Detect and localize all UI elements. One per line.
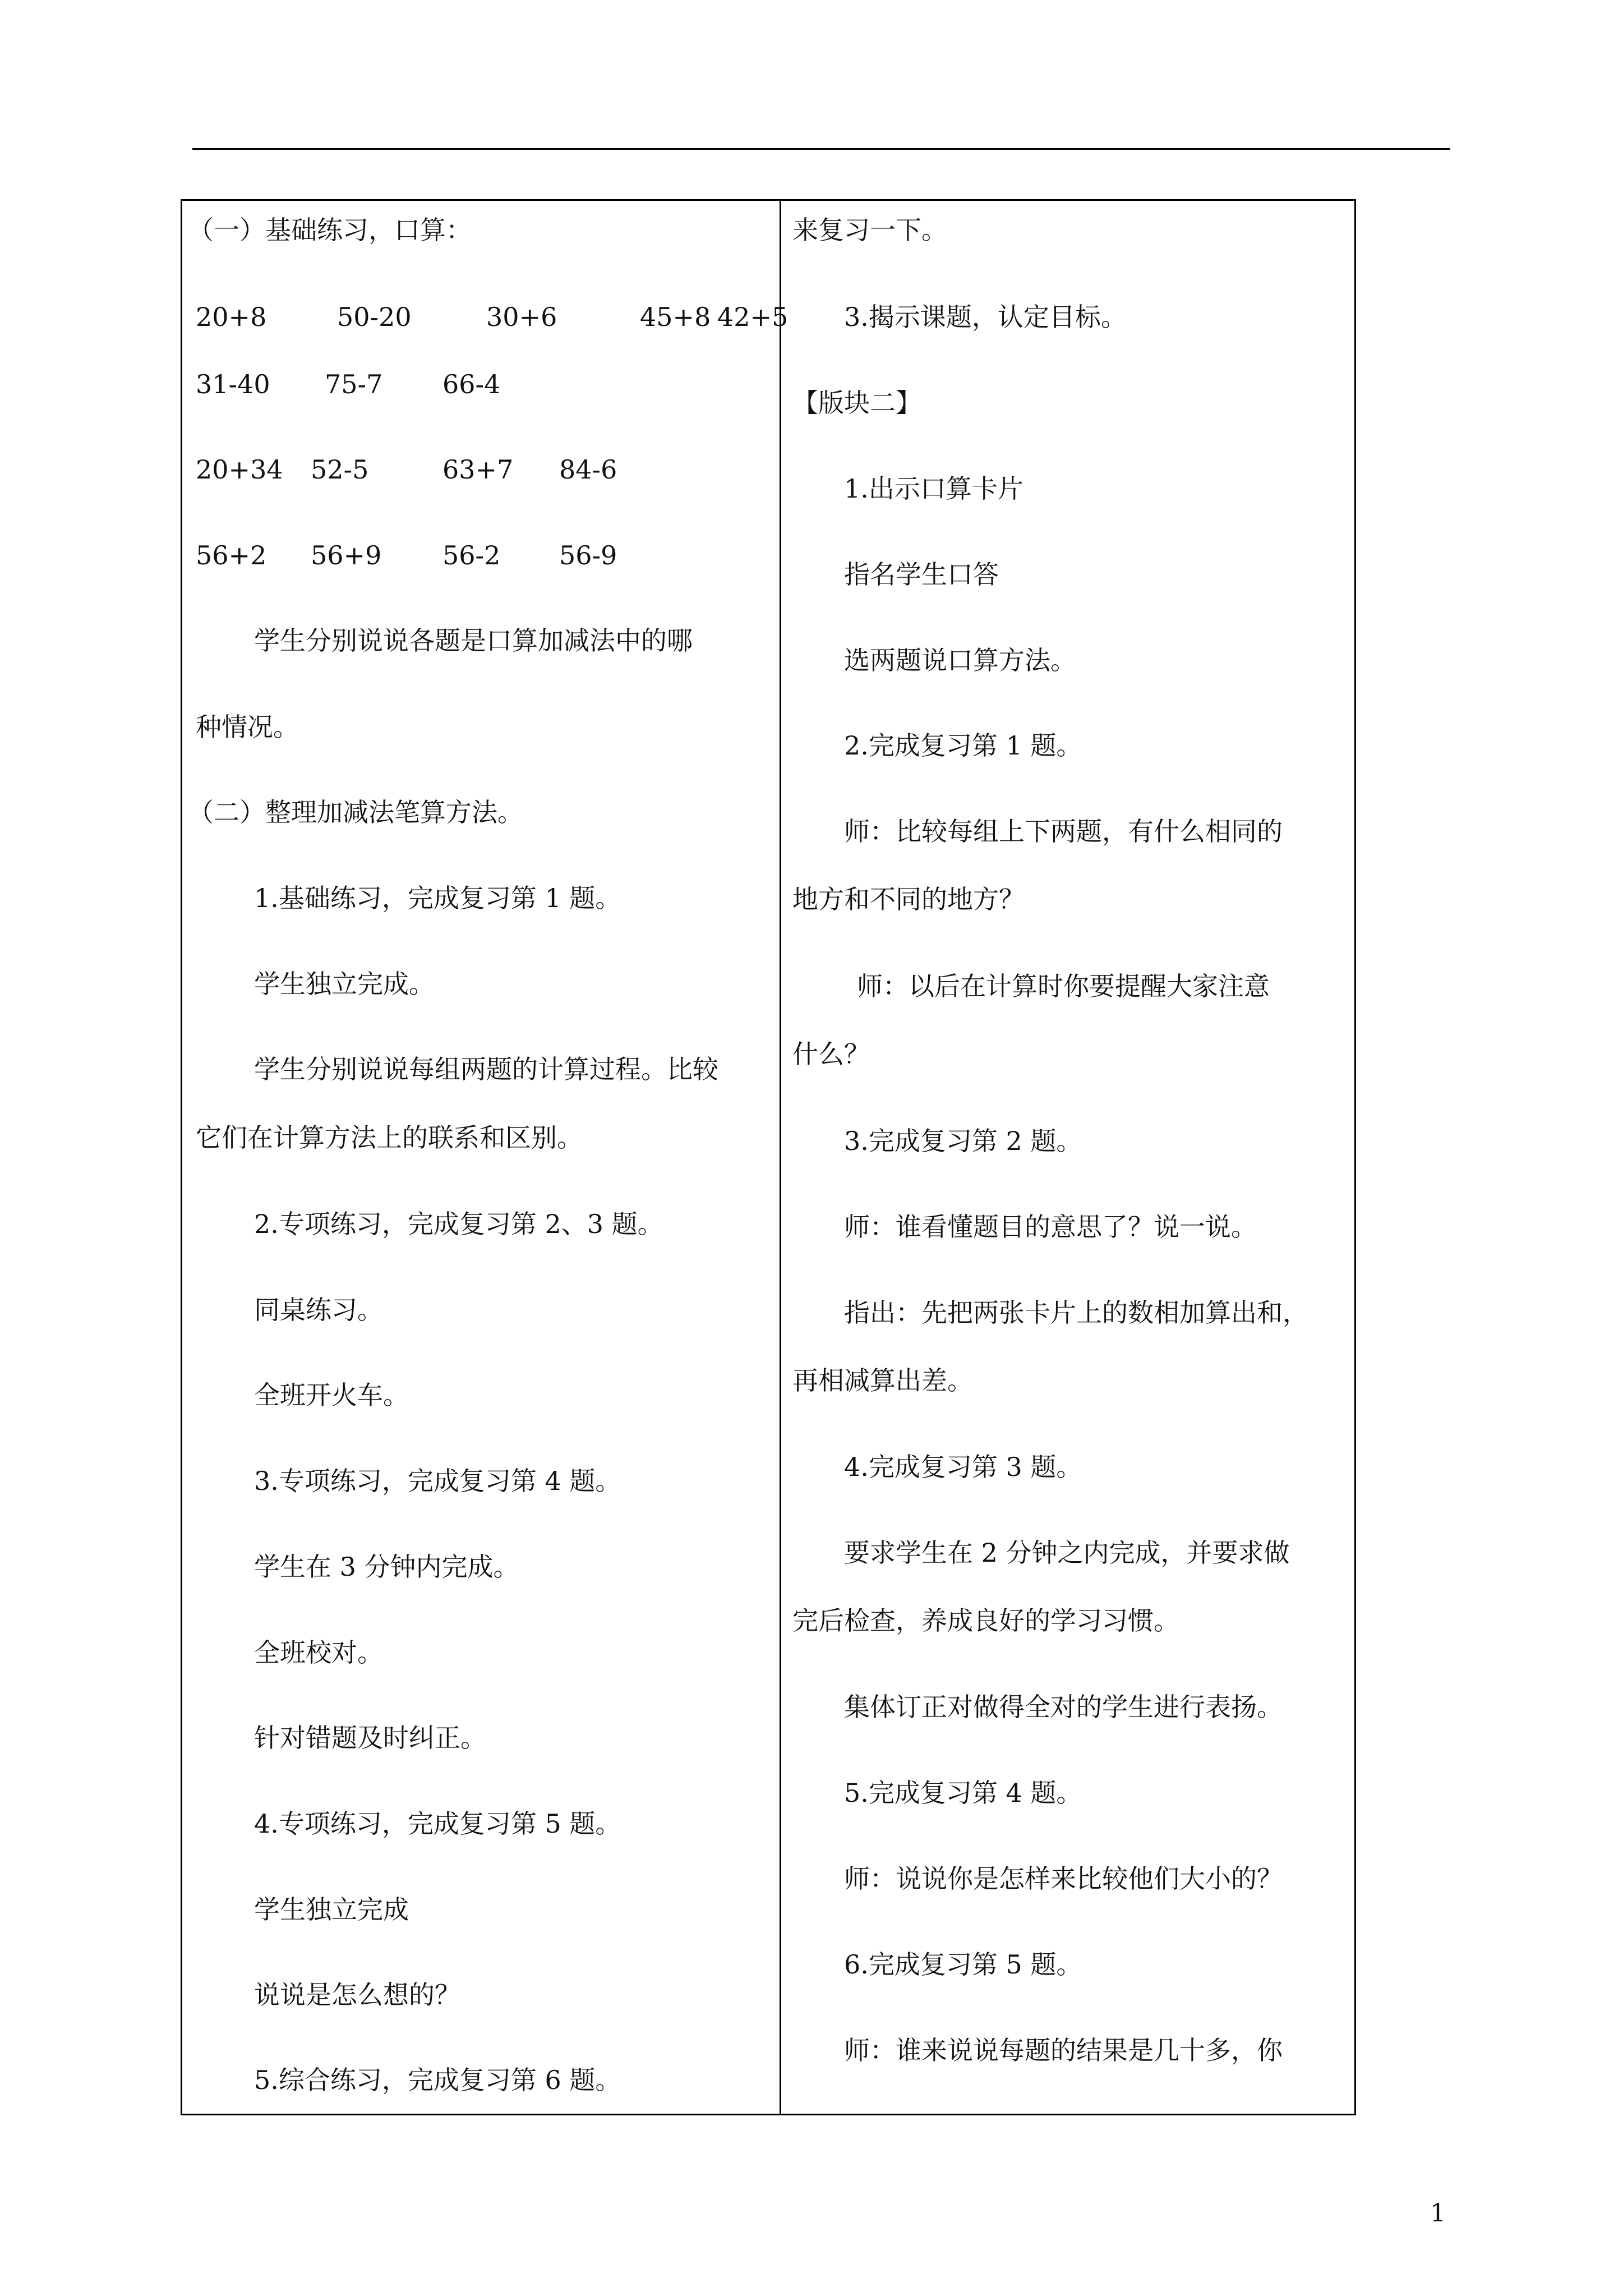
paragraph-line: 学生独立完成。 [254, 969, 435, 999]
calc-item: 56-9 [559, 540, 617, 570]
paragraph-line: 说说是怎么想的？ [254, 1980, 460, 2010]
paragraph-line: 它们在计算方法上的联系和区别。 [196, 1122, 583, 1153]
paragraph-line: 5.完成复习第 4 题。 [844, 1778, 1082, 1808]
calc-item: 66-4 [442, 369, 501, 399]
calc-item: 50-20 [337, 302, 412, 332]
page-number: 1 [1430, 2199, 1446, 2228]
calc-item: 31-40 [196, 369, 270, 399]
paragraph-line: 1.基础练习，完成复习第 1 题。 [254, 883, 621, 913]
paragraph-line: 集体订正对做得全对的学生进行表扬。 [844, 1692, 1283, 1722]
paragraph-line: 什么？ [792, 1039, 870, 1069]
paragraph-line: 完后检查，养成良好的学习习惯。 [792, 1605, 1179, 1636]
paragraph-line: 师：比较每组上下两题，有什么相同的 [844, 816, 1283, 846]
paragraph-line: 全班校对。 [254, 1637, 383, 1668]
calc-item: 30+6 [486, 302, 557, 332]
calc-item: 42+5 [717, 302, 789, 332]
header-rule [192, 148, 1450, 150]
calc-item: 20+8 [196, 302, 267, 332]
calc-item: 20+34 [196, 454, 283, 485]
paragraph-line: 来复习一下。 [792, 215, 947, 245]
paragraph-line: 师：以后在计算时你要提醒大家注意 [857, 971, 1270, 1001]
paragraph-line: 3.专项练习，完成复习第 4 题。 [254, 1466, 621, 1496]
lesson-table [181, 199, 1356, 2115]
paragraph-line: 学生分别说说每组两题的计算过程。比较 [254, 1054, 718, 1084]
paragraph-line: 种情况。 [196, 712, 299, 742]
paragraph-line: 师：谁看懂题目的意思了？说一说。 [844, 1212, 1257, 1242]
section-heading: （二）整理加减法笔算方法。 [188, 797, 523, 827]
paragraph-line: 1.出示口算卡片 [844, 473, 1023, 504]
paragraph-line: 再相减算出差。 [792, 1365, 973, 1396]
calc-item: 75-7 [325, 369, 383, 399]
paragraph-line: 要求学生在 2 分钟之内完成，并要求做 [844, 1538, 1290, 1568]
paragraph-line: 指名学生口答 [844, 559, 999, 590]
calc-item: 84-6 [559, 454, 617, 485]
section-heading: （一）基础练习，口算： [188, 215, 472, 245]
paragraph-line: 选两题说口算方法。 [844, 645, 1076, 675]
paragraph-line: 2.专项练习，完成复习第 2、3 题。 [254, 1209, 663, 1239]
paragraph-line: 师：谁来说说每题的结果是几十多，你 [844, 2035, 1283, 2065]
calc-item: 52-5 [311, 454, 369, 485]
paragraph-line: 4.专项练习，完成复习第 5 题。 [254, 1809, 621, 1839]
calc-item: 45+8 [640, 302, 711, 332]
paragraph-line: 学生独立完成 [254, 1894, 409, 1925]
paragraph-line: 2.完成复习第 1 题。 [844, 730, 1082, 761]
left-cell [182, 201, 789, 2114]
paragraph-line: 3.完成复习第 2 题。 [844, 1126, 1082, 1156]
right-cell [781, 201, 1356, 2114]
paragraph-line: 学生在 3 分钟内完成。 [254, 1552, 519, 1582]
paragraph-line: 全班开火车。 [254, 1380, 409, 1410]
paragraph-line: 5.综合练习，完成复习第 6 题。 [254, 2065, 621, 2095]
paragraph-line: 指出：先把两张卡片上的数相加算出和， [844, 1297, 1308, 1328]
paragraph-line: 学生分别说说各题是口算加减法中的哪 [254, 625, 693, 656]
paragraph-line: 6.完成复习第 5 题。 [844, 1949, 1082, 1980]
calc-item: 63+7 [442, 454, 514, 485]
calc-item: 56+2 [196, 540, 267, 570]
paragraph-line: 地方和不同的地方？ [792, 884, 1025, 914]
paragraph-line: 3.揭示课题，认定目标。 [844, 302, 1127, 332]
calc-item: 56+9 [311, 540, 382, 570]
calc-item: 56-2 [442, 540, 501, 570]
paragraph-line: 4.完成复习第 3 题。 [844, 1452, 1082, 1482]
section-heading: 【版块二】 [792, 388, 921, 418]
paragraph-line: 针对错题及时纠正。 [254, 1723, 486, 1753]
paragraph-line: 同桌练习。 [254, 1295, 383, 1325]
paragraph-line: 师：说说你是怎样来比较他们大小的？ [844, 1864, 1283, 1894]
